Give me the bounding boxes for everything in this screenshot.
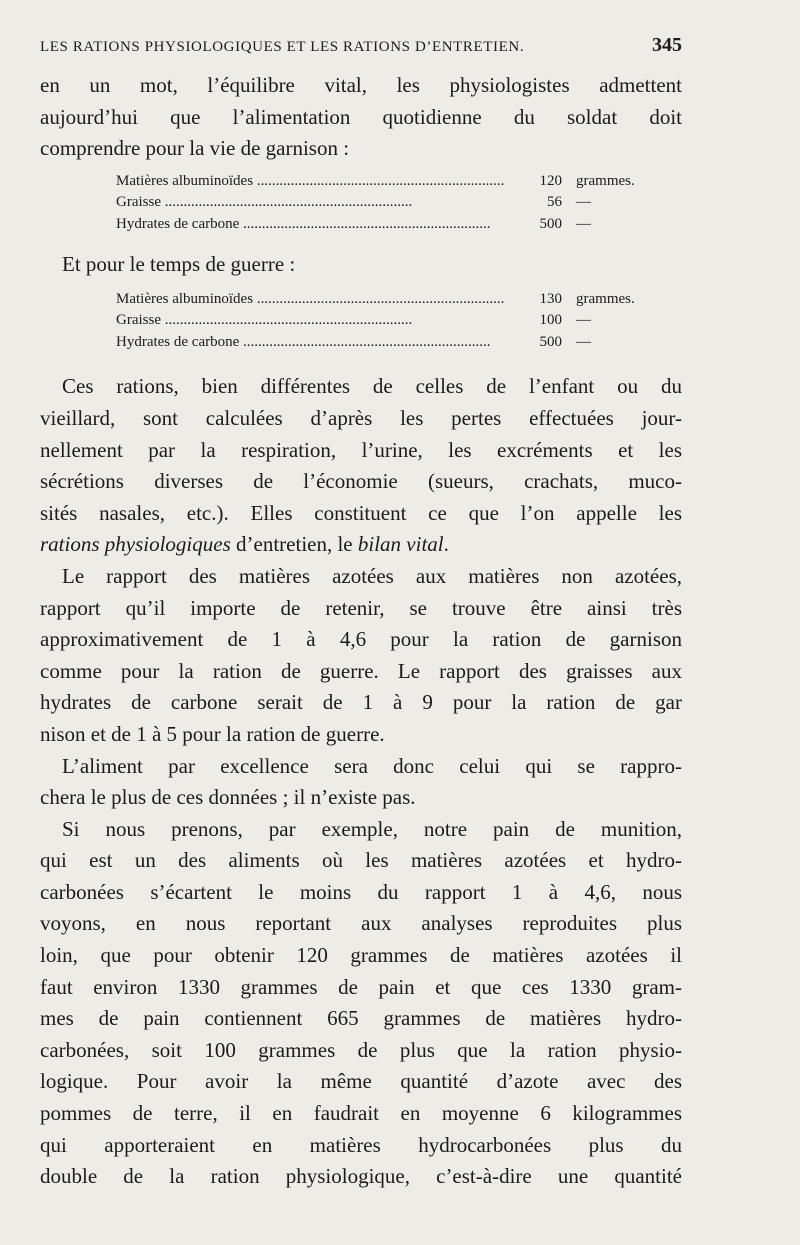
nutrient-unit: — — [576, 215, 591, 232]
nutrient-name: Hydrates de carbone ..... — [116, 214, 516, 236]
war-ration-intro: Et pour le temps de guerre : — [62, 252, 296, 277]
italic-term: bilan vital — [357, 532, 444, 557]
text-line: en un mot, l’équilibre vital, les physiologistes admettent — [40, 73, 682, 97]
running-header — [40, 34, 682, 57]
war-ration-table — [116, 289, 706, 354]
paragraph-1 — [40, 70, 682, 165]
nutrient-quantity: 100 — [539, 312, 562, 329]
text-line: qui est un des aliments où les matières azotées et hydro- — [40, 848, 682, 873]
paragraph-3 — [40, 561, 682, 751]
text-line: voyons, en nous reportant aux analyses reproduites plus — [40, 911, 682, 936]
table-row — [116, 332, 706, 354]
text-line: pommes de terre, il en faudrait en moyenne 6 kilogrammes — [40, 1101, 682, 1126]
text-line: Si nous prenons, par exemple, notre pain de munition, — [62, 816, 682, 841]
table-row — [116, 289, 706, 311]
text-line: comprendre pour la vie de garnison : — [40, 136, 350, 161]
table-row — [116, 171, 706, 193]
nutrient-unit: — — [576, 333, 591, 350]
paragraph-4 — [40, 751, 682, 814]
italic-term: rations physiologiques — [40, 532, 231, 557]
text-line: carbonées s’écartent le moins du rapport 1 à 4,6, nous — [40, 879, 682, 904]
text-line: vieillard, sont calculées d’après les pertes effectuées jour- — [40, 405, 682, 430]
nutrient-name: Matières albuminoïdes ..... — [116, 289, 516, 311]
text-line: Ces rations, bien différentes de celles de l’enfant ou du — [62, 374, 682, 399]
text-line: qui apporteraient en matières hydrocarbonées plus du — [40, 1132, 682, 1157]
paragraph-5 — [40, 814, 682, 1193]
text-line: rapport qu’il importe de retenir, se trouve être ainsi très — [40, 595, 682, 620]
nutrient-unit: grammes. — [576, 290, 635, 307]
text-run: d’entretien, le — [230, 532, 358, 557]
text-line: sités nasales, etc.). Elles constituent ce que l’on appelle les — [40, 500, 682, 525]
text-line: mes de pain contiennent 665 grammes de matières hydro- — [40, 1006, 682, 1031]
nutrient-quantity: 500 — [539, 215, 562, 232]
text-line — [40, 529, 682, 561]
table-row — [116, 310, 706, 332]
text-line: chera le plus de ces données ; il n’existe pas. — [40, 785, 416, 810]
text-line: hydrates de carbone serait de 1 à 9 pour la ration de gar — [40, 690, 682, 715]
nutrient-unit: — — [576, 194, 591, 211]
nutrient-quantity: 130 — [539, 290, 562, 307]
text-line: L’aliment par excellence sera donc celui qui se rappro- — [62, 753, 682, 778]
nutrient-quantity: 120 — [539, 172, 562, 189]
table-row — [116, 214, 706, 236]
garrison-ration-table — [116, 171, 706, 236]
paragraph-2 — [40, 371, 682, 561]
table-row — [116, 192, 706, 214]
text-line: nellement par la respiration, l’urine, les excréments et les — [40, 437, 682, 462]
nutrient-unit: grammes. — [576, 172, 635, 189]
nutrient-name: Graisse ..... — [116, 192, 516, 214]
text-line: Le rapport des matières azotées aux matières non azotées, — [62, 563, 682, 588]
text-line: carbonées, soit 100 grammes de plus que la ration physio- — [40, 1037, 682, 1062]
nutrient-name: Graisse ..... — [116, 310, 516, 332]
text-line: loin, que pour obtenir 120 grammes de matières azotées il — [40, 943, 682, 968]
text-line: sécrétions diverses de l’économie (sueurs, crachats, muco- — [40, 469, 682, 494]
text-line: logique. Pour avoir la même quantité d’azote avec des — [40, 1069, 682, 1094]
page-number: 345 — [652, 34, 682, 56]
nutrient-quantity: 500 — [539, 333, 562, 350]
text-line: double de la ration physiologique, c’est-à-dire une quantité — [40, 1164, 682, 1189]
text-line: approximativement de 1 à 4,6 pour la ration de garnison — [40, 627, 682, 652]
text-line: aujourd’hui que l’alimentation quotidienne du soldat doit — [40, 104, 682, 129]
page-body — [40, 70, 682, 1193]
text-run: . — [443, 532, 449, 557]
nutrient-quantity: 56 — [547, 194, 562, 211]
nutrient-unit: — — [576, 312, 591, 329]
running-title: LES RATIONS PHYSIOLOGIQUES ET LES RATIONS D’ENTRETIEN. — [40, 39, 525, 55]
nutrient-name: Matières albuminoïdes ..... — [116, 171, 516, 193]
text-line: nison et de 1 à 5 pour la ration de guerre. — [40, 721, 385, 746]
text-line: faut environ 1330 grammes de pain et que ces 1330 gram- — [40, 974, 682, 999]
nutrient-name: Hydrates de carbone ..... — [116, 332, 516, 354]
text-line: comme pour la ration de guerre. Le rapport des graisses aux — [40, 658, 682, 683]
